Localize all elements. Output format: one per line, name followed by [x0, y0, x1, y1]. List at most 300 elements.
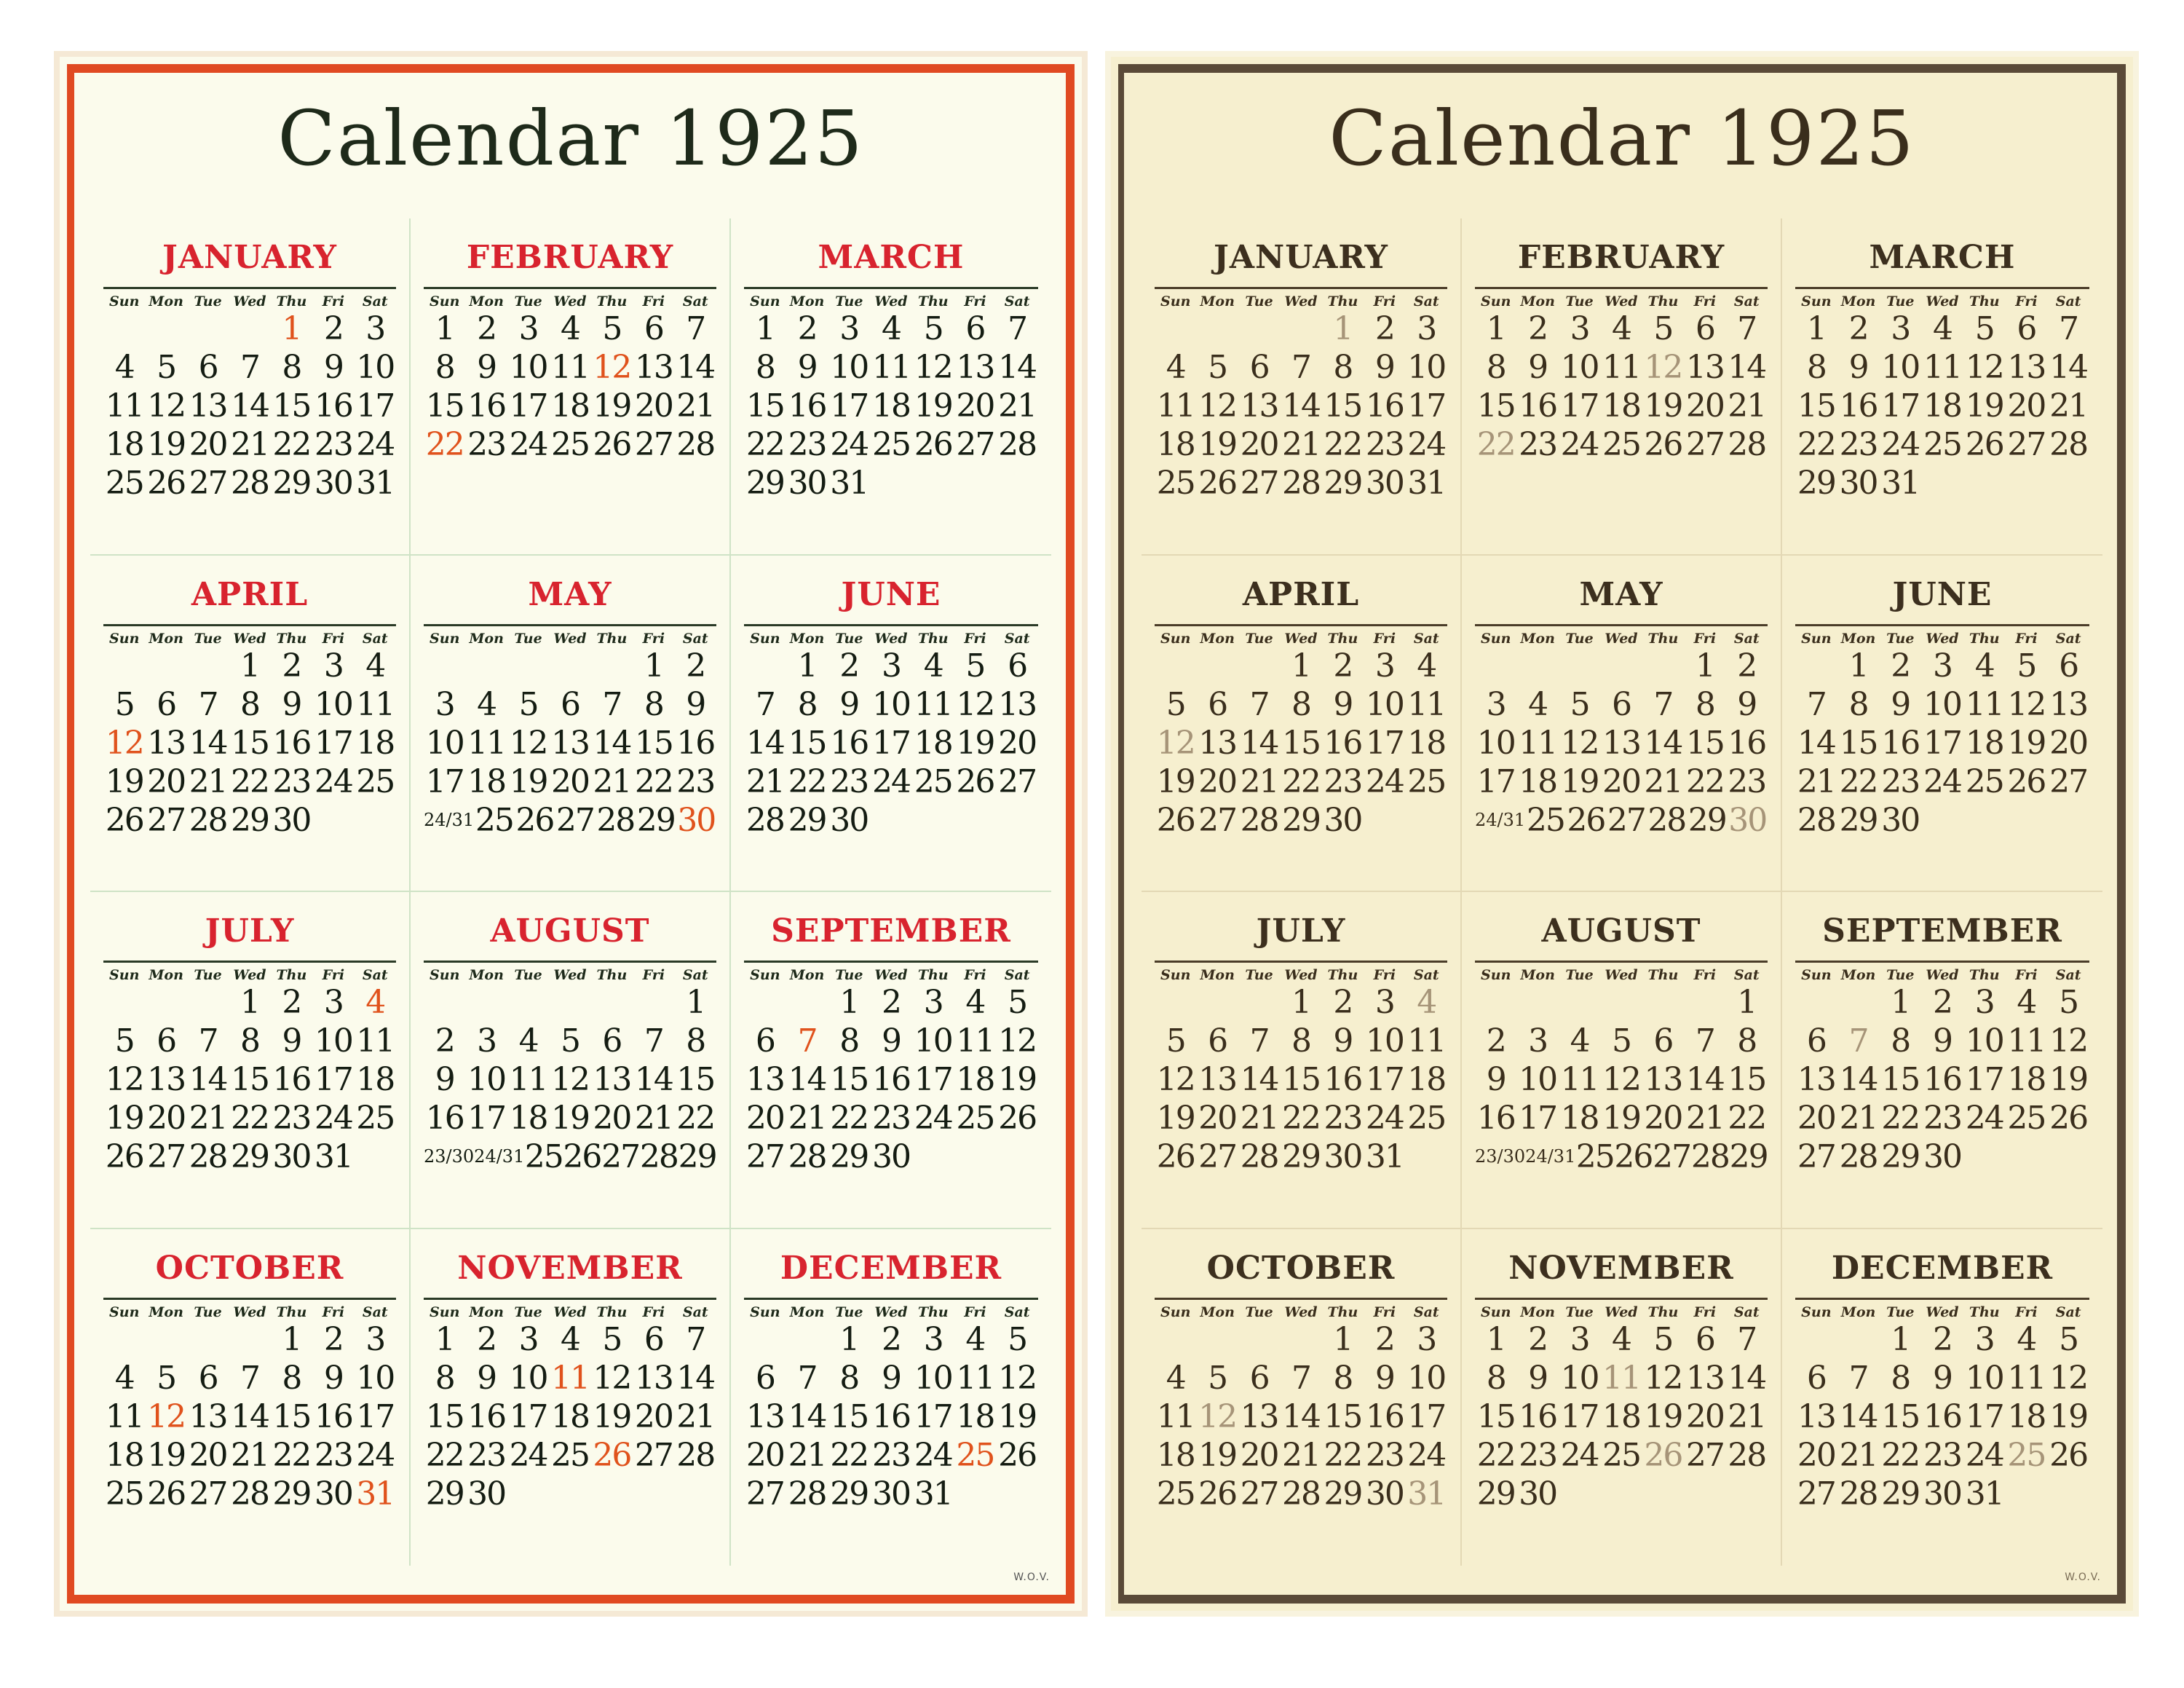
weekday-label: Tue — [194, 1304, 222, 1320]
day-cell: 10 — [356, 1359, 395, 1397]
day-cell: 26 — [593, 1436, 631, 1474]
day-cell: 3 — [1486, 685, 1506, 723]
week-row — [424, 647, 716, 685]
month-may — [1462, 556, 1782, 893]
month-july — [1142, 892, 1462, 1229]
empty-day-cell — [229, 309, 270, 348]
day-cell: 3 — [518, 1320, 538, 1358]
day-cell: 24/31 — [1475, 809, 1526, 830]
day-cell: 21 — [1240, 1100, 1278, 1137]
day-cell: 20 — [2007, 387, 2046, 425]
day-cell: 14 — [189, 724, 227, 762]
week-row — [424, 983, 716, 1022]
weekday-label: Sat — [1733, 967, 1760, 983]
weekday-header — [1475, 961, 1768, 983]
day-cell: 21 — [1240, 762, 1278, 800]
day-cell: 15 — [230, 724, 269, 762]
day-cell: 28 — [1839, 1475, 1878, 1513]
day-cell: 5 — [1166, 1022, 1185, 1060]
weekday-label: Thu — [917, 293, 949, 309]
day-cell: 22 — [272, 426, 311, 463]
day-cell: 2 — [477, 1320, 496, 1358]
weekday-label: Tue — [194, 293, 222, 309]
day-cell: 13 — [956, 349, 994, 386]
day-cell: 10 — [1365, 1022, 1404, 1060]
day-cell: 30 — [1728, 801, 1767, 839]
weekday-label: Sun — [1481, 1304, 1511, 1320]
weekday-label: Thu — [1327, 1304, 1358, 1320]
week-row — [1475, 309, 1768, 348]
day-cell: 20 — [550, 762, 589, 800]
day-cell: 22 — [1324, 1436, 1362, 1474]
day-cell: 1 — [839, 1320, 859, 1358]
day-cell: 20 — [998, 724, 1037, 762]
weekday-label: Tue — [1245, 1304, 1273, 1320]
day-cell: 24 — [914, 1436, 952, 1474]
day-cell: 29 — [678, 1138, 716, 1175]
week-row — [1155, 425, 1447, 464]
empty-day-cell — [744, 647, 786, 685]
day-cell: 9 — [1932, 1359, 1952, 1397]
day-cell: 13 — [2007, 349, 2046, 386]
weekday-header — [1795, 287, 2089, 309]
day-cell: 20 — [1240, 1436, 1278, 1474]
week-row — [424, 1099, 716, 1137]
day-cell: 24 — [1407, 1436, 1446, 1474]
day-cell: 15 — [425, 387, 464, 425]
weekday-header — [424, 1298, 716, 1320]
day-cell: 9 — [435, 1061, 454, 1098]
day-cell: 19 — [1560, 762, 1599, 800]
weekday-header — [424, 961, 716, 983]
day-cell: 29 — [1839, 801, 1878, 839]
month-may — [411, 556, 731, 893]
month-name: OCTOBER — [1206, 1249, 1396, 1287]
empty-day-cell — [1196, 983, 1238, 1022]
weekday-label: Tue — [1886, 630, 1915, 647]
weekday-label: Sat — [1733, 293, 1760, 309]
day-cell: 4 — [114, 1359, 134, 1397]
day-cell: 9 — [477, 349, 496, 386]
day-cell: 5 — [923, 310, 943, 347]
day-cell: 1 — [1806, 310, 1826, 347]
day-cell: 26 — [147, 1475, 186, 1513]
weekday-label: Thu — [596, 967, 628, 983]
weekday-label: Wed — [553, 967, 587, 983]
day-cell: 8 — [1848, 685, 1868, 723]
day-cell: 1 — [1333, 310, 1353, 347]
weekday-label: Fri — [642, 967, 665, 983]
empty-day-cell — [591, 1475, 633, 1513]
day-cell: 27 — [2007, 426, 2046, 463]
day-cell: 25 — [2007, 1100, 2046, 1137]
month-name: MARCH — [818, 239, 965, 276]
day-cell: 26 — [105, 1138, 143, 1175]
weekday-label: Tue — [514, 293, 542, 309]
month-name: FEBRUARY — [1517, 239, 1725, 276]
weekday-label: Wed — [1926, 1304, 1959, 1320]
day-cell: 10 — [1965, 1359, 2003, 1397]
day-cell: 10 — [914, 1359, 952, 1397]
weekday-label: Wed — [553, 293, 587, 309]
day-cell: 11 — [509, 1061, 547, 1098]
day-cell: 12 — [2007, 685, 2046, 723]
day-cell: 17 — [509, 387, 547, 425]
day-cell: 25 — [356, 1100, 395, 1137]
day-cell: 23 — [1519, 1436, 1557, 1474]
week-row — [1795, 1022, 2089, 1060]
day-cell: 6 — [2059, 647, 2078, 685]
day-cell: 15 — [745, 387, 784, 425]
week-row — [1155, 348, 1447, 387]
week-row — [1795, 348, 2089, 387]
calendar-title: Calendar 1925 — [277, 94, 864, 183]
weekday-label: Sun — [1160, 630, 1191, 647]
day-cell: 26 — [1156, 1138, 1195, 1175]
day-cell: 20 — [745, 1436, 784, 1474]
day-cell: 17 — [1407, 1397, 1446, 1435]
day-cell: 14 — [1685, 1061, 1724, 1098]
day-cell: 19 — [2049, 1397, 2088, 1435]
month-april — [1142, 556, 1462, 893]
empty-day-cell — [1155, 1320, 1196, 1359]
day-cell: 1 — [686, 984, 705, 1021]
month-october — [1142, 1229, 1462, 1566]
day-cell: 5 — [602, 1320, 622, 1358]
week-row — [1475, 348, 1768, 387]
day-cell: 7 — [1291, 349, 1310, 386]
day-cell: 10 — [467, 1061, 506, 1098]
day-cell: 16 — [467, 1397, 506, 1435]
day-cell: 9 — [477, 1359, 496, 1397]
day-cell: 10 — [1476, 724, 1515, 762]
day-cell: 27 — [1198, 801, 1237, 839]
empty-day-cell — [1963, 801, 2006, 840]
week-row — [424, 1359, 716, 1397]
day-cell: 14 — [676, 349, 715, 386]
day-cell: 21 — [788, 1100, 826, 1137]
day-cell: 2 — [323, 1320, 343, 1358]
month-august — [1462, 892, 1782, 1229]
day-cell: 1 — [282, 1320, 301, 1358]
day-cell: 2 — [839, 647, 859, 685]
day-cell: 28 — [1647, 801, 1686, 839]
day-cell: 4 — [1528, 685, 1548, 723]
empty-day-cell — [145, 647, 186, 685]
week-row — [1155, 387, 1447, 425]
week-row — [1475, 685, 1768, 724]
week-row — [1475, 647, 1768, 685]
day-cell: 8 — [1891, 1359, 1910, 1397]
day-cell: 20 — [1198, 762, 1237, 800]
weekday-header — [424, 287, 716, 309]
day-cell: 22 — [830, 1100, 869, 1137]
day-cell: 26 — [914, 426, 952, 463]
day-cell: 8 — [1291, 685, 1310, 723]
day-cell: 15 — [830, 1061, 869, 1098]
day-cell: 5 — [1570, 685, 1589, 723]
day-cell: 17 — [830, 387, 869, 425]
day-cell: 20 — [189, 1436, 227, 1474]
weekday-header — [424, 624, 716, 647]
weekday-label: Fri — [964, 293, 986, 309]
day-cell: 1 — [1486, 1320, 1506, 1358]
empty-day-cell — [1238, 309, 1280, 348]
day-cell: 10 — [1519, 1061, 1557, 1098]
weekday-label: Wed — [553, 630, 587, 647]
week-row — [424, 1022, 716, 1060]
artist-initials: W.O.V. — [1013, 1571, 1050, 1583]
day-cell: 4 — [1974, 647, 1994, 685]
day-cell: 24 — [314, 1100, 352, 1137]
day-cell: 11 — [1965, 685, 2003, 723]
day-cell: 11 — [2007, 1022, 2046, 1060]
weekday-label: Fri — [1373, 630, 1396, 647]
month-name: JUNE — [1892, 575, 1993, 613]
day-cell: 13 — [1602, 724, 1640, 762]
weekday-label: Fri — [1373, 1304, 1396, 1320]
day-cell: 3 — [1570, 1320, 1589, 1358]
weekday-label: Fri — [322, 967, 345, 983]
week-row — [1475, 1022, 1768, 1060]
day-cell: 31 — [356, 1475, 395, 1513]
day-cell: 5 — [2059, 984, 2078, 1021]
day-cell: 21 — [676, 387, 715, 425]
day-cell: 24 — [830, 426, 869, 463]
weekday-label: Tue — [514, 967, 542, 983]
day-cell: 5 — [2017, 647, 2036, 685]
day-cell: 26 — [563, 1138, 601, 1175]
day-cell: 2 — [477, 310, 496, 347]
day-cell: 24 — [356, 1436, 395, 1474]
day-cell: 22 — [272, 1436, 311, 1474]
week-row — [1795, 724, 2089, 762]
weekday-label: Sun — [109, 630, 140, 647]
day-cell: 6 — [644, 1320, 663, 1358]
weekday-header — [1155, 287, 1447, 309]
day-cell: 11 — [956, 1022, 994, 1060]
day-cell: 21 — [593, 762, 631, 800]
week-row — [1795, 1060, 2089, 1099]
day-cell: 27 — [601, 1138, 640, 1175]
day-cell: 13 — [147, 1061, 186, 1098]
day-cell: 16 — [676, 724, 715, 762]
day-cell: 25 — [105, 1475, 143, 1513]
day-cell: 19 — [147, 1436, 186, 1474]
day-cell: 14 — [676, 1359, 715, 1397]
day-cell: 28 — [1728, 1436, 1766, 1474]
day-cell: 1 — [1891, 1320, 1910, 1358]
day-cell: 10 — [1407, 349, 1446, 386]
day-cell: 30 — [272, 1138, 311, 1175]
day-cell: 26 — [1614, 1138, 1653, 1175]
week-row — [424, 1397, 716, 1436]
day-cell: 23 — [1365, 426, 1404, 463]
day-cell: 7 — [755, 685, 775, 723]
day-cell: 27 — [745, 1138, 784, 1175]
day-cell: 23 — [1728, 762, 1766, 800]
day-cell: 29 — [272, 465, 311, 502]
day-cell: 5 — [1208, 349, 1227, 386]
day-cell: 19 — [914, 387, 952, 425]
week-row — [1795, 1436, 2089, 1475]
day-cell: 4 — [965, 1320, 985, 1358]
empty-day-cell — [549, 647, 590, 685]
day-cell: 26 — [1965, 426, 2003, 463]
weekday-label: Fri — [1373, 967, 1396, 983]
empty-day-cell — [1475, 647, 1516, 685]
weekday-header — [744, 287, 1038, 309]
day-cell: 6 — [1249, 1359, 1269, 1397]
weekday-header — [744, 624, 1038, 647]
day-cell: 1 — [1848, 647, 1868, 685]
week-row — [744, 801, 1038, 840]
day-cell: 1 — [1695, 647, 1714, 685]
day-cell: 24 — [1407, 426, 1446, 463]
day-cell: 17 — [1560, 1397, 1599, 1435]
week-row — [1155, 1060, 1447, 1099]
day-cell: 28 — [1281, 1475, 1320, 1513]
weekday-label: Mon — [1840, 293, 1876, 309]
month-name: MAY — [528, 575, 612, 613]
day-cell: 3 — [923, 984, 943, 1021]
day-cell: 31 — [356, 465, 395, 502]
day-cell: 18 — [1560, 1100, 1599, 1137]
week-row — [744, 1436, 1038, 1475]
week-row — [1475, 1436, 1768, 1475]
weekday-label: Tue — [1565, 967, 1594, 983]
day-cell: 21 — [745, 762, 784, 800]
empty-day-cell — [549, 1475, 590, 1513]
day-cell: 20 — [1644, 1100, 1682, 1137]
day-cell: 9 — [323, 349, 343, 386]
empty-day-cell — [675, 1475, 716, 1513]
day-cell: 11 — [356, 1022, 395, 1060]
day-cell: 5 — [157, 1359, 176, 1397]
day-cell: 4 — [1932, 310, 1952, 347]
day-cell: 20 — [189, 426, 227, 463]
day-cell: 17 — [1476, 762, 1515, 800]
day-cell: 20 — [1685, 387, 1724, 425]
month-february — [1462, 218, 1782, 556]
empty-day-cell — [1795, 647, 1837, 685]
day-cell: 17 — [1407, 387, 1446, 425]
day-cell: 11 — [1923, 349, 1961, 386]
empty-day-cell — [1600, 647, 1642, 685]
day-cell: 12 — [1156, 1061, 1195, 1098]
week-row — [103, 464, 396, 502]
day-cell: 8 — [240, 685, 259, 723]
day-cell: 2 — [323, 310, 343, 347]
week-row — [744, 464, 1038, 502]
empty-day-cell — [465, 647, 507, 685]
day-cell: 22 — [230, 762, 269, 800]
day-cell: 13 — [1685, 349, 1724, 386]
day-cell: 21 — [1644, 762, 1682, 800]
day-cell: 15 — [1281, 724, 1320, 762]
day-cell: 11 — [1407, 1022, 1446, 1060]
day-cell: 21 — [788, 1436, 826, 1474]
empty-day-cell — [1559, 983, 1600, 1022]
day-cell: 30 — [1365, 465, 1404, 502]
weekday-label: Mon — [149, 293, 183, 309]
week-row — [424, 425, 716, 464]
day-cell: 4 — [1417, 984, 1436, 1021]
sheet-inner — [77, 73, 1064, 1595]
weekday-label: Wed — [1605, 1304, 1638, 1320]
weekday-label: Sat — [682, 967, 708, 983]
weekday-label: Thu — [1969, 1304, 2000, 1320]
weekday-label: Wed — [1284, 967, 1318, 983]
day-cell: 6 — [1695, 1320, 1714, 1358]
weekday-header — [1155, 624, 1447, 647]
empty-day-cell — [996, 801, 1038, 840]
day-cell: 18 — [2007, 1061, 2046, 1098]
month-name: NOVEMBER — [457, 1249, 683, 1287]
day-cell: 27 — [1685, 1436, 1724, 1474]
day-cell: 15 — [1324, 1397, 1362, 1435]
week-row — [1795, 1397, 2089, 1436]
week-row — [1475, 983, 1768, 1022]
weekday-label: Sat — [1413, 630, 1439, 647]
day-cell: 7 — [1848, 1359, 1868, 1397]
weekday-label: Mon — [789, 630, 825, 647]
weekday-label: Sat — [1733, 1304, 1760, 1320]
day-cell: 25 — [475, 801, 513, 839]
day-cell: 4 — [2017, 984, 2036, 1021]
day-cell: 11 — [1560, 1061, 1599, 1098]
empty-day-cell — [1963, 1137, 2006, 1176]
empty-day-cell — [1921, 801, 1963, 840]
day-cell: 7 — [686, 1320, 705, 1358]
week-row — [1795, 1320, 2089, 1359]
week-row — [744, 348, 1038, 387]
weekday-label: Mon — [469, 630, 504, 647]
weekday-label: Wed — [874, 1304, 908, 1320]
weekday-label: Wed — [1926, 967, 1959, 983]
day-cell: 30 — [788, 465, 826, 502]
day-cell: 25 — [1526, 801, 1564, 839]
week-row — [1155, 1137, 1447, 1176]
day-cell: 6 — [1806, 1022, 1826, 1060]
day-cell: 31 — [1365, 1138, 1404, 1175]
day-cell: 28 — [189, 801, 227, 839]
day-cell: 1 — [1291, 984, 1310, 1021]
week-row — [424, 1436, 716, 1475]
week-row — [1475, 425, 1768, 464]
day-cell: 10 — [1881, 349, 1920, 386]
empty-day-cell — [1406, 801, 1447, 840]
day-cell: 18 — [105, 426, 143, 463]
day-cell: 23 — [1324, 762, 1362, 800]
day-cell: 5 — [114, 1022, 134, 1060]
week-row — [103, 762, 396, 801]
month-december — [731, 1229, 1051, 1566]
day-cell: 21 — [1797, 762, 1835, 800]
day-cell: 21 — [1839, 1100, 1878, 1137]
day-cell: 10 — [509, 1359, 547, 1397]
day-cell: 13 — [550, 724, 589, 762]
empty-day-cell — [1280, 1320, 1321, 1359]
empty-day-cell — [1837, 1320, 1880, 1359]
day-cell: 16 — [788, 387, 826, 425]
day-cell: 19 — [998, 1397, 1037, 1435]
day-cell: 13 — [189, 1397, 227, 1435]
day-cell: 10 — [425, 724, 464, 762]
day-cell: 8 — [686, 1022, 705, 1060]
day-cell: 18 — [1602, 1397, 1640, 1435]
weekday-label: Thu — [1647, 293, 1679, 309]
